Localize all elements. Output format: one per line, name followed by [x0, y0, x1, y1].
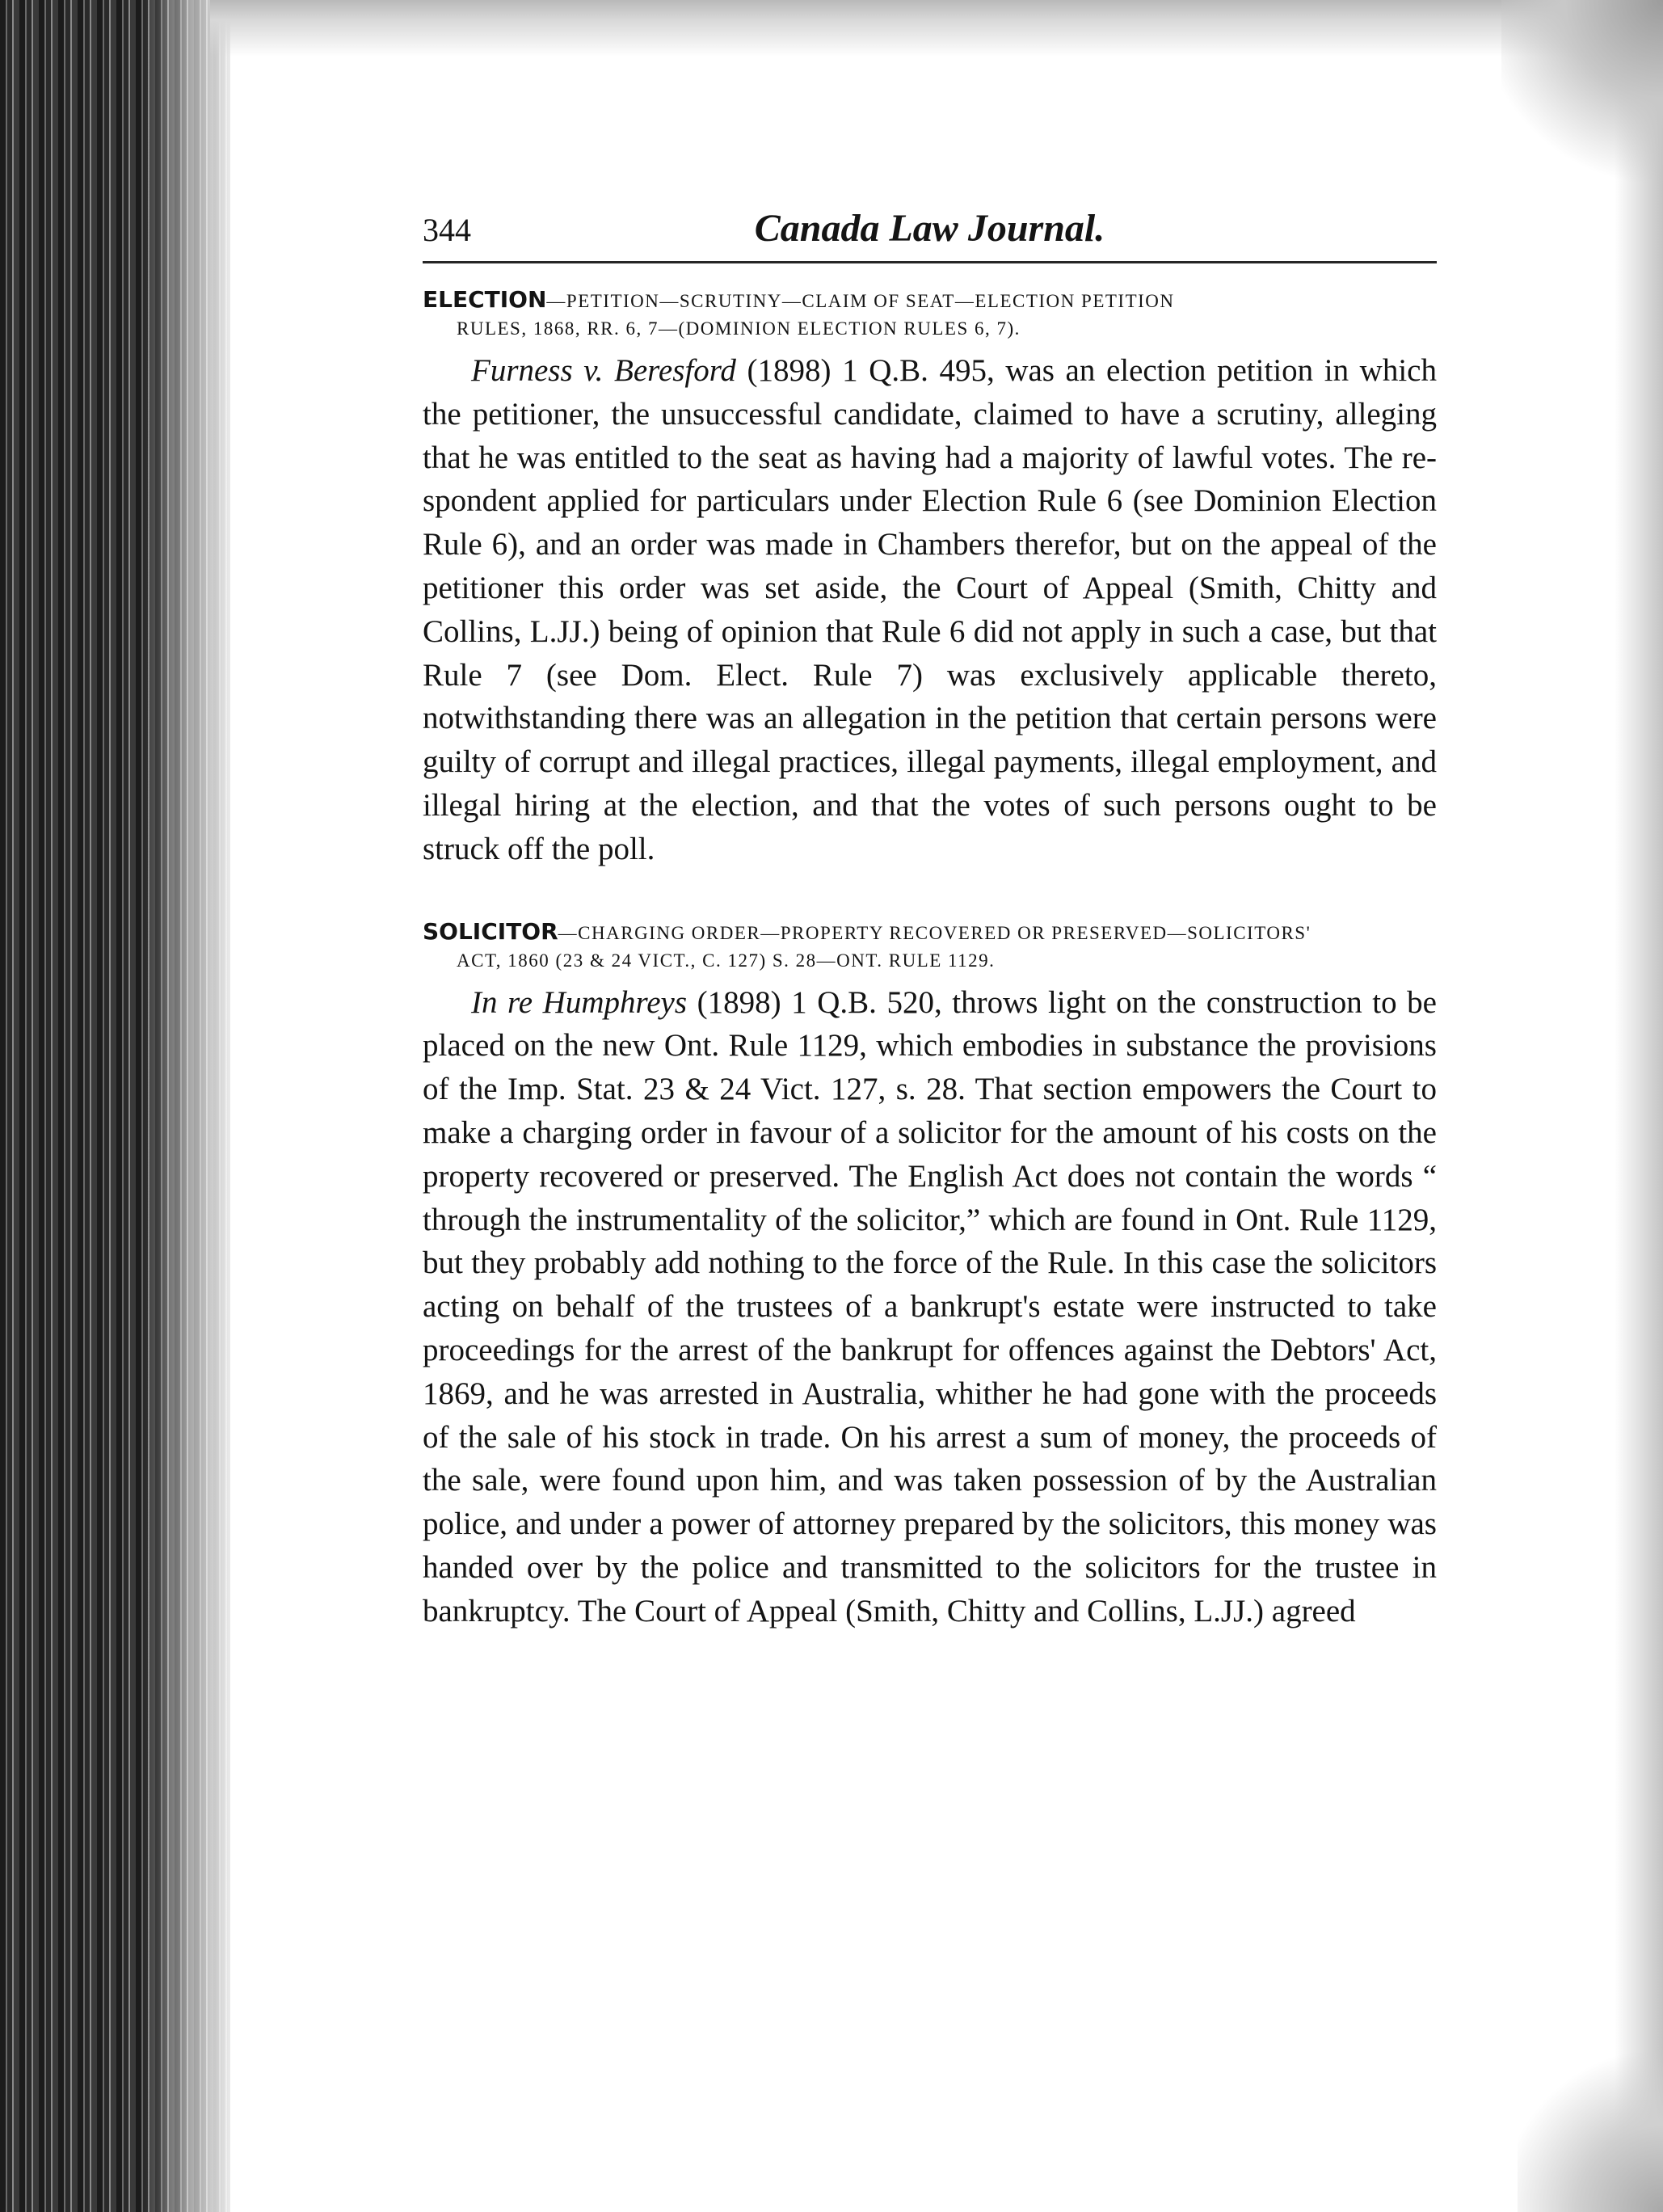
binding-shadow	[145, 0, 242, 2212]
page-top-edge-shadow	[210, 0, 1663, 57]
headnote-line: —CHARGING ORDER—PROPERTY RECOVERED OR PRESERVED—SOLICITORS'	[558, 922, 1311, 943]
body-text: (1898) 1 Q.B. 520, throws light on the construction to be placed on the new Ont. Rule 1129, which embodies in substance the provisions of the Imp. Stat. 23 & 24 Vict. 127, s. 28. That section empowers the Court to make a charging order in favour of a solicitor for the amount of his costs on the property recovered or preserved. The English Act does not contain the words “ through the instrumentality of the solicitor,” which are found in Ont. Rule 1129, but they probably add nothing to the force of the Rule. In this case the solicitors acting on behalf of the trustees of a bankrupt's estate were instructed to take proceedings for the arrest of the bankrupt for offences against the Debtors' Act, 1869, and he was arrested in Australia, whither he had gone with the proceeds of the sale of his stock in trade. On his arrest a sum of money, the proceeds of the sale, were found upon him, and was taken possession of by the Australian police, and under a power of attorney prepared by the solicitors, this money was handed over by the police and transmitted to the solicitors for the trustee in bankruptcy. The Court of Appeal (Smith, Chitty and Collins, L.JJ.) agreed	[423, 984, 1437, 1628]
headnote-line: ACT, 1860 (23 & 24 VICT., C. 127) S. 28—ONT. RULE 1129.	[457, 950, 996, 971]
body-text: (1898) 1 Q.B. 495, was an election petition in which the petitioner, the unsuccessful candidate, claimed to have a scrutiny, alleging that he was entitled to the seat as having had a majority of lawful votes. The re-spondent applied for particulars under Election Rule 6 (see Dominion Election Rule 6), and an order was made in Chambers therefor, but on the appeal of the petitioner this order was set aside, the Court of Appeal (Smith, Chitty and Collins, L.JJ.) being of opinion that Rule 6 did not apply in such a case, but that Rule 7 (see Dom. Elect. Rule 7) was exclusively applicable thereto, notwithstanding there was an allegation in the petition that certain persons were guilty of corrupt and illegal practices, illegal payments, illegal employment, and illegal hiring at the election, and that the votes of such persons ought to be struck off the poll.	[423, 353, 1437, 866]
journal-title: Canada Law Journal.	[754, 207, 1105, 250]
section-gap	[423, 871, 1437, 895]
page-corner-wear	[1501, 0, 1663, 186]
case-name: In re Humphreys	[471, 984, 688, 1020]
headnote-line: —PETITION—SCRUTINY—CLAIM OF SEAT—ELECTION PETITION	[546, 291, 1175, 311]
headnote-line: RULES, 1868, RR. 6, 7—(DOMINION ELECTION RULES 6, 7).	[457, 318, 1021, 339]
page-corner-wear-bottom	[1518, 2050, 1663, 2212]
section-body-solicitor	[423, 981, 1437, 1633]
page-number: 344	[423, 212, 471, 248]
page-right-edge-shadow	[1615, 0, 1663, 2212]
running-head	[423, 206, 1437, 263]
section-keyword: ELECTION	[423, 286, 547, 313]
section-keyword: SOLICITOR	[423, 917, 558, 945]
journal-page	[423, 206, 1437, 1633]
case-name: Furness v. Beresford	[471, 353, 736, 388]
section-heading-election	[423, 286, 1437, 343]
section-body-election	[423, 349, 1437, 871]
section-heading-solicitor	[423, 918, 1437, 975]
